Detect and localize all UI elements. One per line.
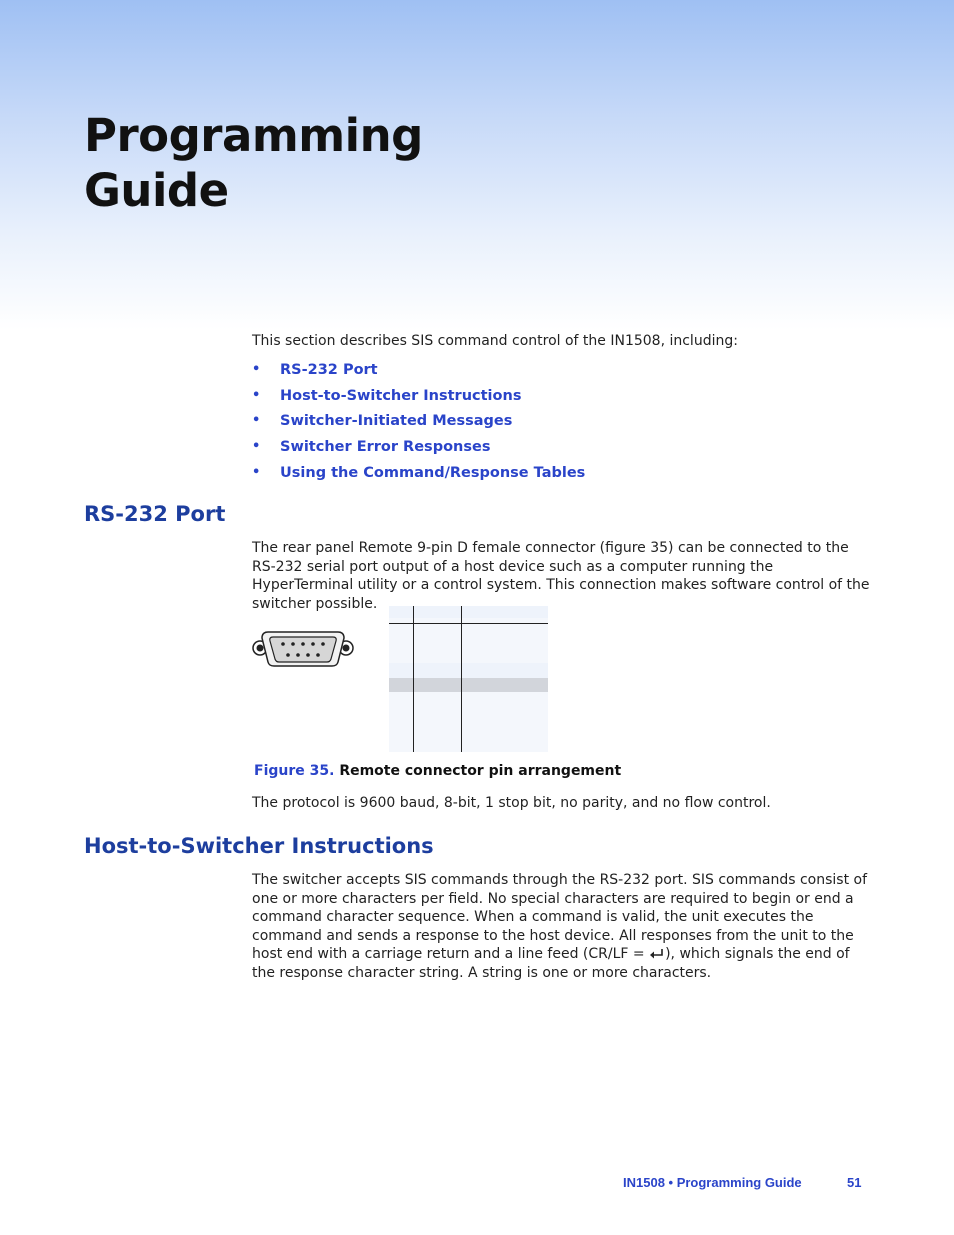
bullet-glyph: •	[252, 387, 261, 403]
host-paragraph	[252, 871, 872, 983]
page-title-line1: Programming	[84, 109, 423, 162]
figure-caption	[254, 763, 621, 779]
section-heading-rs232: RS-232 Port	[84, 502, 226, 526]
table-column-rule	[461, 606, 462, 752]
toc-item	[252, 357, 585, 383]
db9-female-connector-icon	[250, 624, 358, 672]
figure-number: Figure 35.	[254, 763, 335, 779]
page-title-line2: Guide	[84, 164, 229, 217]
pin-assignment-table	[389, 606, 548, 752]
page-title	[84, 108, 423, 218]
toc-item	[252, 434, 585, 460]
host-paragraph-part1: The switcher accepts SIS commands through the RS-232 port. SIS commands consist of one or more characters per field. No special characters are required to begin or end a command character sequence. When a command is valid, the unit executes the command and sends a response to the host device. All responses from the unit to the host end with a carriage return and a line feed (CR/LF =	[252, 872, 868, 963]
toc-item	[252, 409, 585, 435]
intro-text: This section describes SIS command control of the IN1508, including:	[252, 333, 738, 349]
protocol-text: The protocol is 9600 baud, 8-bit, 1 stop bit, no parity, and no flow control.	[252, 795, 771, 811]
table-column-rule	[413, 606, 414, 752]
toc-link-rs232-port[interactable]: RS-232 Port	[280, 361, 378, 378]
toc-item	[252, 383, 585, 409]
section-heading-host-to-switcher: Host-to-Switcher Instructions	[84, 834, 434, 858]
toc-link-command-tables[interactable]: Using the Command/Response Tables	[280, 465, 586, 482]
bullet-glyph: •	[252, 465, 261, 481]
footer-text: IN1508 • Programming Guide	[623, 1175, 802, 1190]
toc-link-host-to-switcher[interactable]: Host-to-Switcher Instructions	[280, 387, 522, 404]
host-paragraph-part2: ), which signals the end of the response character string. A string is one or more characters.	[252, 946, 850, 981]
toc-list	[252, 357, 585, 486]
rs232-paragraph: The rear panel Remote 9-pin D female connector (figure 35) can be connected to the RS-232 serial port output of a host device such as a computer running the HyperTerminal utility or a control system. This connection makes software control of the switcher possible.	[252, 540, 870, 612]
bullet-glyph: •	[252, 413, 261, 429]
bullet-glyph: •	[252, 361, 261, 377]
figure-caption-text: Remote connector pin arrangement	[339, 763, 622, 779]
toc-link-switcher-initiated[interactable]: Switcher-Initiated Messages	[280, 413, 513, 430]
toc-item	[252, 460, 585, 486]
return-arrow-icon	[649, 948, 665, 960]
bullet-glyph: •	[252, 439, 261, 455]
page-number: 51	[847, 1175, 862, 1190]
toc-link-error-responses[interactable]: Switcher Error Responses	[280, 439, 491, 456]
